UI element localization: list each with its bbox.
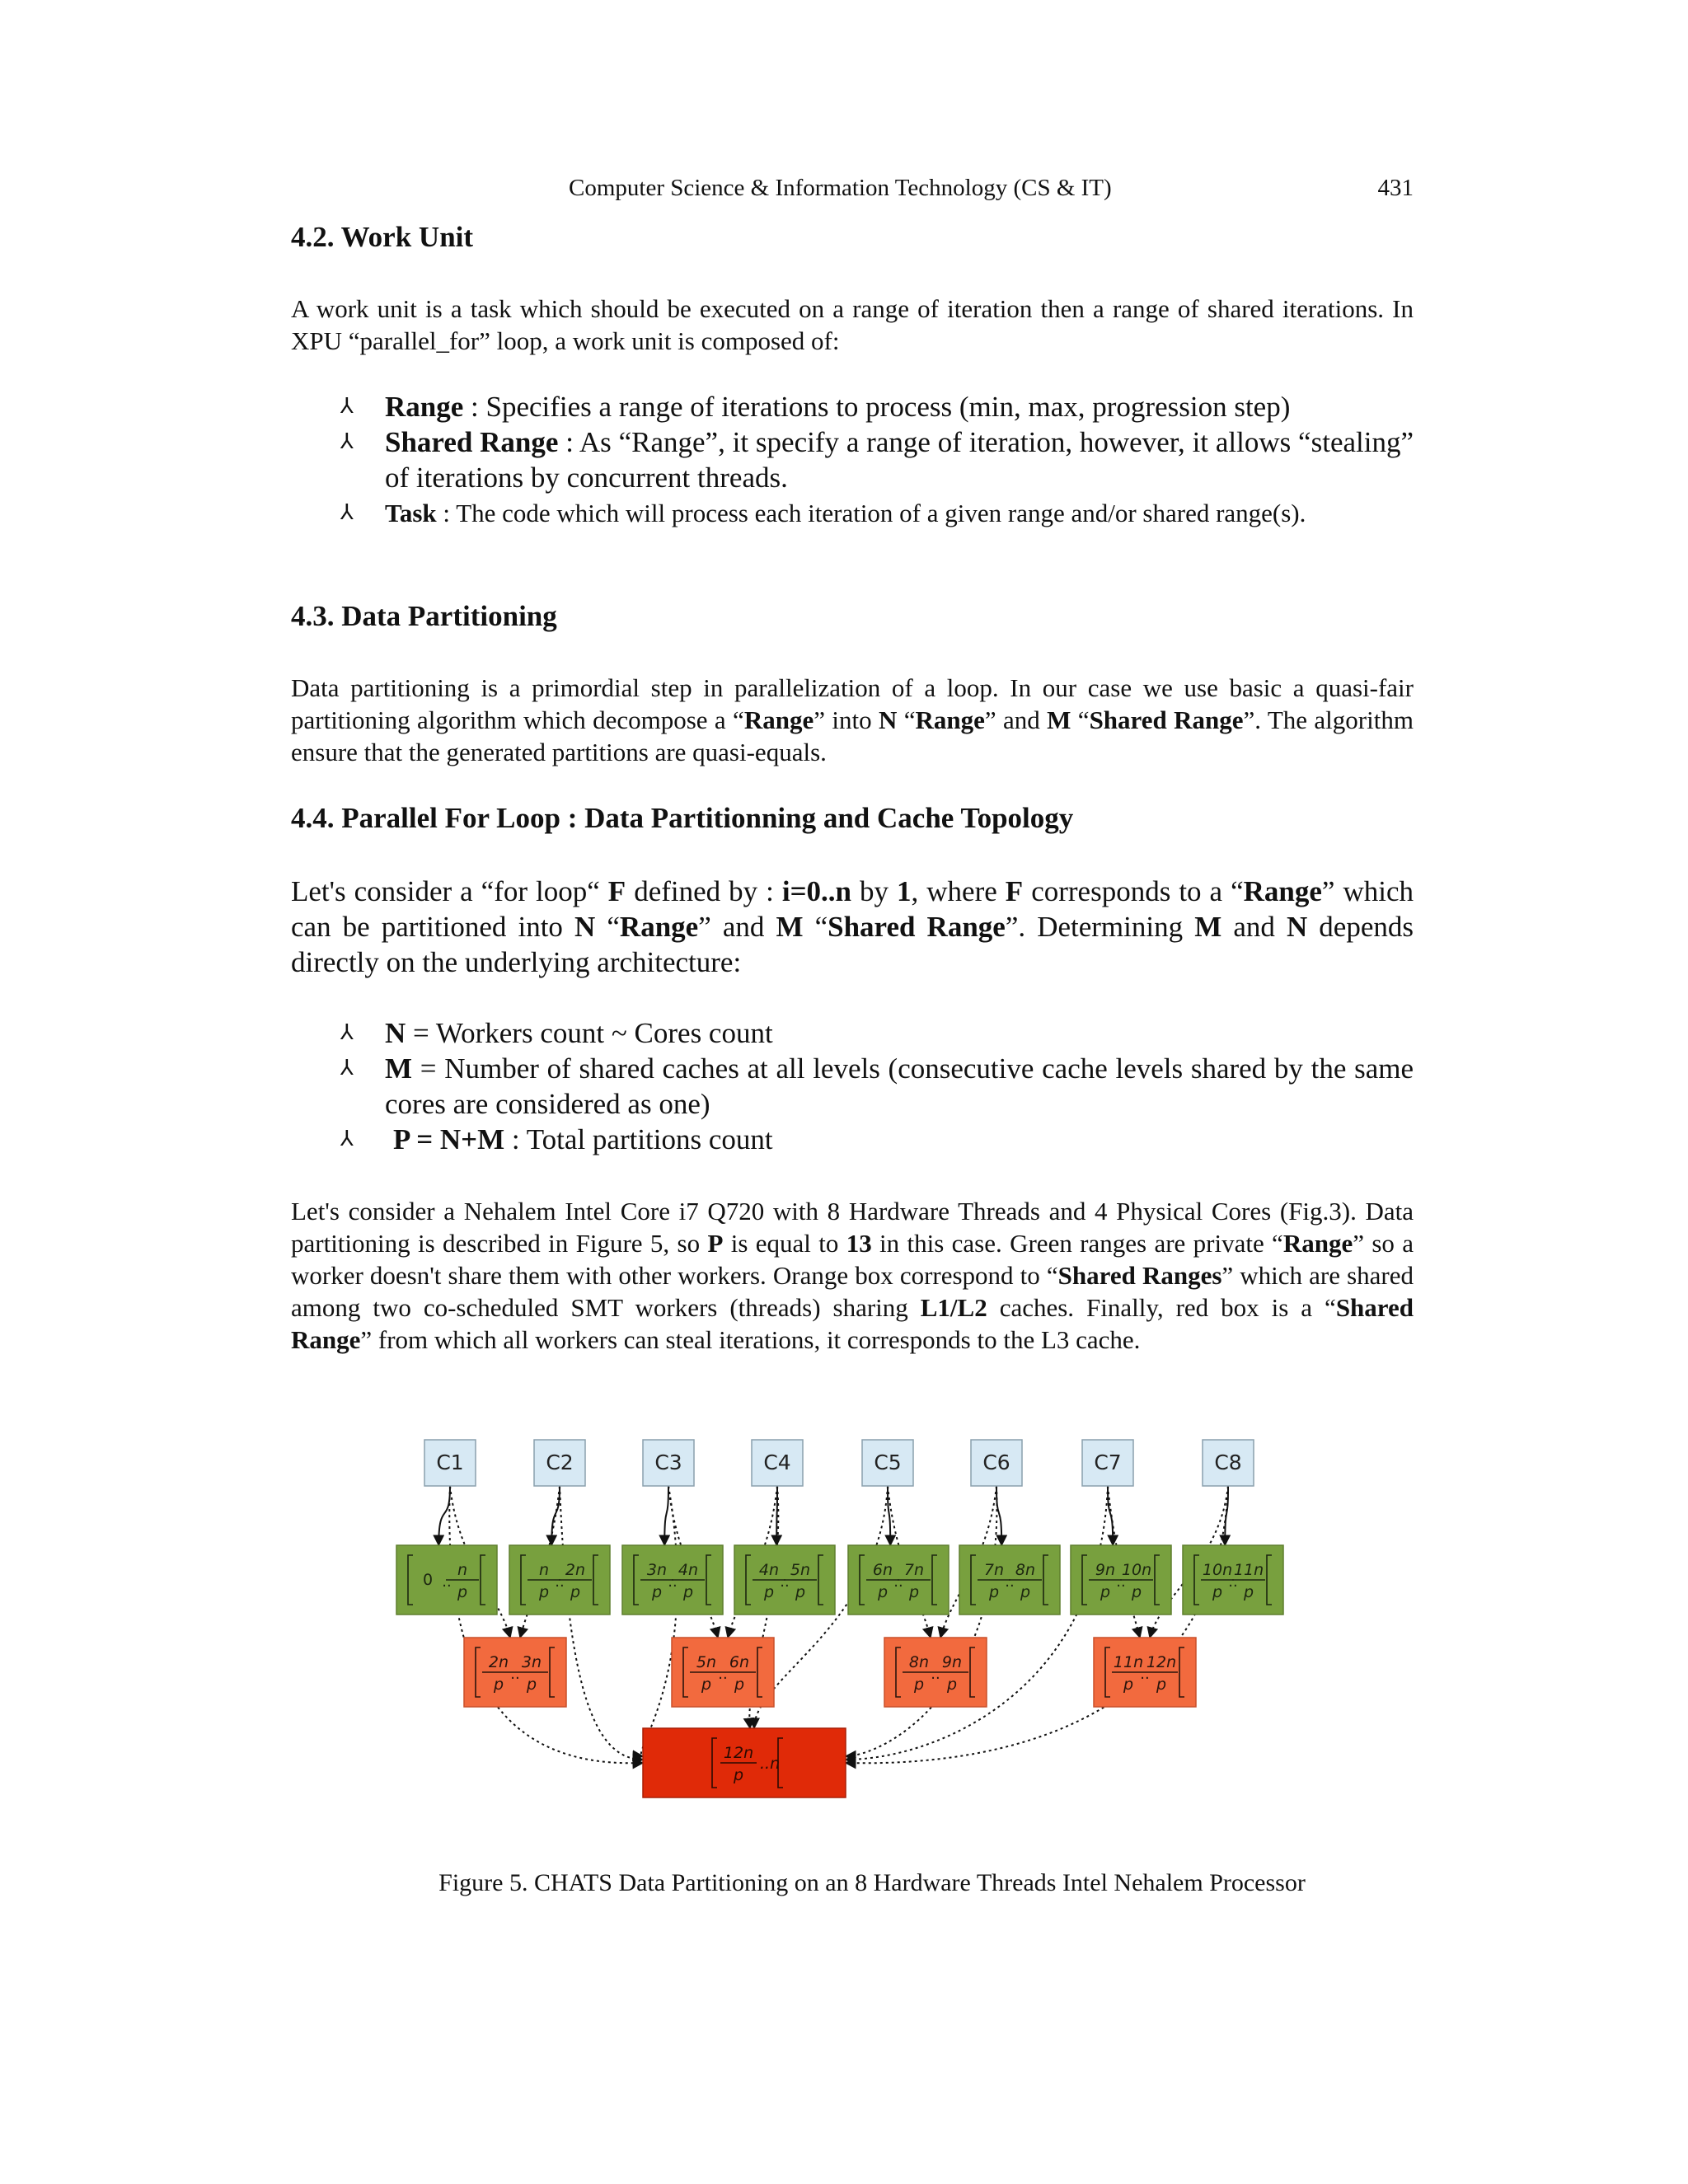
- fraction-denominator: p: [1131, 1583, 1142, 1601]
- fraction-numerator: 5n: [696, 1653, 717, 1671]
- range-dots: ..: [1116, 1573, 1126, 1591]
- fraction-numerator: 11n: [1233, 1561, 1264, 1579]
- fraction-numerator: 12n: [1146, 1653, 1177, 1671]
- fraction-denominator: p: [1100, 1583, 1111, 1601]
- core-to-range-arrow: [888, 1486, 890, 1545]
- data-partitioning-paragraph: Data partitioning is a primordial step in parallelization of a loop. In our case we use basic a quasi-fair partitioning algorithm which decompose a “Range” into N “Range” and M “Shared Range”. The algorithm ensure that the generated partitions are quasi-equals.: [291, 673, 1414, 766]
- figure-caption: Figure 5. CHATS Data Partitioning on an 8 Hardware Threads Intel Nehalem Processor: [438, 1869, 1306, 1896]
- fraction-denominator: p: [701, 1675, 712, 1694]
- range-dots: ..: [668, 1573, 678, 1591]
- section-heading-parallel-for: 4.4. Parallel For Loop : Data Partitionning and Cache Topology: [291, 802, 1074, 834]
- fraction-numerator: 4n: [758, 1561, 780, 1579]
- section-heading-work-unit: 4.2. Work Unit: [291, 221, 474, 253]
- fraction-numerator: n: [538, 1561, 550, 1579]
- fraction-numerator: 5n: [790, 1561, 811, 1579]
- work-unit-list: [291, 389, 1414, 529]
- fraction-numerator: 4n: [678, 1561, 699, 1579]
- range-dots: ..: [780, 1573, 790, 1591]
- fraction-numerator: n: [457, 1561, 468, 1579]
- steal-arrow: [449, 1486, 643, 1763]
- range-end: ..n: [760, 1755, 781, 1773]
- fraction-numerator: 9n: [941, 1653, 963, 1671]
- fraction-numerator: 2n: [565, 1561, 586, 1579]
- range-dots: ..: [893, 1573, 903, 1591]
- core-label: C6: [982, 1451, 1010, 1474]
- fraction-denominator: p: [877, 1583, 889, 1601]
- core-to-range-arrow: [438, 1486, 450, 1545]
- fraction-numerator: 8n: [908, 1653, 930, 1671]
- fraction-denominator: p: [1156, 1675, 1167, 1694]
- fraction-denominator: p: [682, 1583, 694, 1601]
- core-to-range-arrow: [664, 1486, 668, 1545]
- fraction-denominator: p: [988, 1583, 1000, 1601]
- fraction-denominator: p: [913, 1675, 925, 1694]
- fraction-denominator: p: [538, 1583, 550, 1601]
- fraction-denominator: p: [493, 1675, 504, 1694]
- fraction-numerator: 10n: [1202, 1561, 1233, 1579]
- fraction-denominator: p: [733, 1766, 744, 1784]
- bullet-arrow-icon: ⅄: [340, 1056, 354, 1080]
- work-unit-paragraph: A work unit is a task which should be executed on a range of iteration then a range of shared iterations. In XPU “parallel_for” loop, a work unit is composed of:: [291, 294, 1414, 355]
- steal-arrow: [641, 1486, 678, 1756]
- fraction-numerator: 9n: [1095, 1561, 1116, 1579]
- bullet-arrow-icon: ⅄: [340, 429, 354, 454]
- list-item: ⅄ P = N+M : Total partitions count: [340, 1123, 773, 1155]
- bullet-arrow-icon: ⅄: [340, 394, 354, 419]
- fraction-denominator: p: [1123, 1675, 1134, 1694]
- fraction-denominator: p: [1243, 1583, 1254, 1601]
- parallel-for-paragraph: Let's consider a “for loop“ F defined by : i=0..n by 1, where F corresponds to a “Range” which can be partitioned into N “Range” and M “Shared Range”. Determining M and N depends directly on the underlying architecture:: [291, 875, 1414, 978]
- partition-count-list: [291, 1015, 1414, 1157]
- core-label: C7: [1094, 1451, 1122, 1474]
- fraction-numerator: 12n: [723, 1744, 754, 1762]
- list-item: ⅄ Range : Specifies a range of iterations to process (min, max, progression step): [340, 391, 1291, 423]
- fraction-numerator: 6n: [729, 1653, 750, 1671]
- fraction-numerator: 7n: [983, 1561, 1005, 1579]
- fraction-denominator: p: [1020, 1583, 1031, 1601]
- core-label: C5: [874, 1451, 902, 1474]
- fraction-numerator: 3n: [521, 1653, 542, 1671]
- steal-arrow: [560, 1486, 643, 1760]
- fraction-numerator: 10n: [1121, 1561, 1152, 1579]
- range-dots: ..: [931, 1666, 940, 1683]
- core-label: C1: [436, 1451, 464, 1474]
- bullet-arrow-icon: ⅄: [340, 1127, 354, 1151]
- journal-title: Computer Science & Information Technology (CS & IT): [569, 175, 1112, 201]
- core-label: C3: [654, 1451, 682, 1474]
- fraction-denominator: p: [651, 1583, 663, 1601]
- core-label: C2: [546, 1451, 574, 1474]
- section-heading-data-partitioning: 4.3. Data Partitioning: [291, 600, 557, 632]
- bullet-arrow-icon: ⅄: [340, 500, 354, 525]
- fraction-denominator: p: [570, 1583, 581, 1601]
- fraction-denominator: p: [1212, 1583, 1223, 1601]
- fraction-denominator: p: [908, 1583, 920, 1601]
- fraction-numerator: 7n: [903, 1561, 925, 1579]
- steal-arrow: [846, 1486, 1228, 1763]
- nehalem-paragraph: Let's consider a Nehalem Intel Core i7 Q720 with 8 Hardware Threads and 4 Physical Cores (Fig.3). Data partitioning is described in Figure 5, so P is equal to 13 in this case. Green ranges are private “Range” so a worker doesn't share them with other workers. Orange box correspond to “Shared Ranges” which are shared among two co-scheduled SMT workers (threads) sharing L1/L2 caches. Finally, red box is a “Shared Range” from which all workers can steal iterations, it corresponds to the L3 cache.: [291, 1197, 1414, 1354]
- fraction-numerator: 11n: [1113, 1653, 1144, 1671]
- range-dots: ..: [1228, 1573, 1238, 1591]
- range-dots: ..: [1140, 1666, 1150, 1683]
- fraction-denominator: p: [526, 1675, 537, 1694]
- fraction-denominator: p: [763, 1583, 775, 1601]
- core-label: C8: [1214, 1451, 1242, 1474]
- fraction-numerator: 3n: [646, 1561, 668, 1579]
- steal-arrow: [846, 1486, 996, 1756]
- range-dots: ..: [1005, 1573, 1015, 1591]
- fraction-denominator: p: [795, 1583, 806, 1601]
- core-label: C4: [763, 1451, 791, 1474]
- fraction-denominator: p: [734, 1675, 745, 1694]
- range-dots: ..: [555, 1573, 565, 1591]
- core-to-range-arrow: [776, 1486, 777, 1545]
- steal-arrow: [846, 1486, 1111, 1760]
- page-number: 431: [1377, 175, 1414, 201]
- list-item: ⅄ Task : The code which will process each iteration of a given range and/or shared range(s).: [340, 499, 1306, 527]
- running-header: [291, 175, 1414, 208]
- fraction-numerator: 6n: [872, 1561, 893, 1579]
- fraction-denominator: p: [946, 1675, 958, 1694]
- partitioning-diagram: [357, 1430, 1610, 1817]
- range-dots: ..: [510, 1666, 520, 1683]
- bullet-arrow-icon: ⅄: [340, 1020, 354, 1045]
- range-start: 0: [423, 1571, 434, 1589]
- range-dots: ..: [718, 1666, 728, 1683]
- list-item: ⅄ N = Workers count ~ Cores count: [340, 1017, 773, 1049]
- fraction-numerator: 8n: [1015, 1561, 1036, 1579]
- fraction-numerator: 2n: [488, 1653, 509, 1671]
- list-item: ⅄ M = Number of shared caches at all levels (consecutive cache levels shared by the same cores are considered as one): [340, 1052, 1414, 1120]
- list-item: ⅄ Shared Range : As “Range”, it specify a range of iteration, however, it allows “stealing” of iterations by concurrent threads.: [340, 426, 1414, 494]
- fraction-denominator: p: [457, 1583, 468, 1601]
- range-dots: ..: [442, 1573, 452, 1591]
